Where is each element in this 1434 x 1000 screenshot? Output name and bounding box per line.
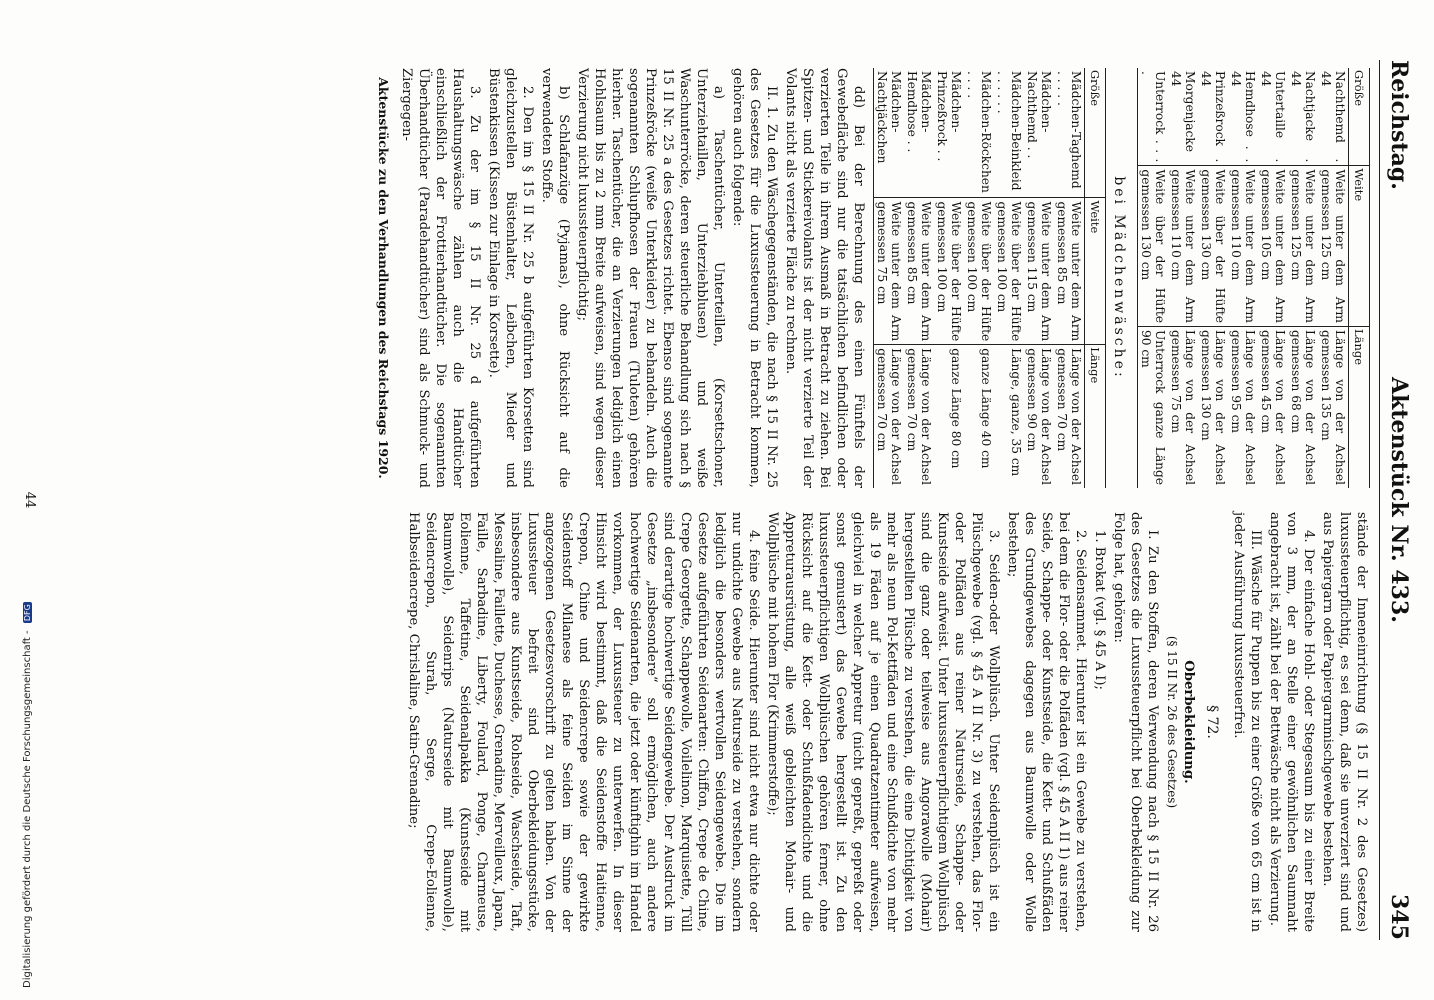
paragraph-1: 1. Brokat (vgl. § 45 A I); bbox=[1092, 530, 1107, 690]
cell-length: Länge von der Achsel gemessen 70 cm bbox=[1054, 345, 1085, 488]
cell-size: Nachtjacke . 44 bbox=[1289, 71, 1317, 163]
cell-width: Weite unter dem Arm gemessen 115 cm bbox=[1024, 198, 1054, 345]
header-page-number: 345 bbox=[1386, 894, 1412, 940]
table-row bbox=[1228, 68, 1258, 488]
cell-width: Weite unter dem Arm gemessen 125 cm bbox=[1318, 166, 1349, 327]
table-row bbox=[1288, 68, 1318, 488]
paragraph-intro: stände der Inneneinrichtung (§ 15 II Nr. 2 des Gesetzes) luxussteuerpflichtig, es sei denn, daß sie unverziert sind und aus Papiergarn oder Papiergarnmischgewebe bestehen. bbox=[1320, 512, 1369, 932]
cell-length: ganze Länge 40 cm bbox=[964, 345, 994, 488]
cell-size: Mädchen-Taghemd . . . . . bbox=[1055, 71, 1083, 189]
paragraph-iii: III. Wäsche für Puppen bis zu einer Größe von 65 cm ist in jeder Ausführung luxussteuerfrei. bbox=[1231, 512, 1263, 932]
footer-text: Digitalisierung gefördert durch die Deutsche Forschungsgemeinschaft - bbox=[22, 630, 33, 988]
table-row bbox=[1168, 68, 1198, 488]
table-row bbox=[904, 68, 934, 488]
girls-heading: bei Mädchenwäsche: bbox=[1111, 176, 1127, 380]
table-row bbox=[874, 68, 905, 488]
table-row bbox=[1024, 68, 1054, 488]
left-column bbox=[373, 68, 1370, 488]
cell-width: Weite über der Hüfte gemessen 130 cm bbox=[1198, 166, 1228, 327]
header-left: Reichstag. bbox=[1386, 60, 1412, 190]
cell-length: Unterrock ganze Länge 90 cm bbox=[1138, 326, 1169, 488]
paragraph-4: 4. Der einfache Hohl- oder Stegesaum bis zu einer Breite von 3 mm, der an Stelle einer gewöhnlichen Saumnaht angebracht ist, zählt bei der Bettwäsche nicht als Verzierung. bbox=[1267, 512, 1316, 932]
cell-size: Mädchen-Beinkleid . . . . . . bbox=[995, 71, 1023, 191]
cell-size: Mädchen-Nachtjäckchen bbox=[875, 71, 903, 164]
paragraph-2-right: 2. Seidensammet. Hierunter ist ein Gewebe zu verstehen, bei dem die Flor- oder die Polfäden (vgl. § 45 A II 1) aus reiner Seide, Schappe- oder Kunstseide, die Kett- und Schußfäden des Grundgewebes dagegen aus Baumwolle oder Wolle bestehen; bbox=[1005, 512, 1088, 932]
cell-width: Weite unter dem Arm gemessen 125 cm bbox=[1288, 166, 1318, 327]
dfg-logo: DFG bbox=[23, 604, 32, 622]
cell-width: Weite unter dem Arm gemessen 110 cm bbox=[1228, 166, 1258, 327]
cell-size: Prinzeßrock . 44 bbox=[1199, 71, 1227, 163]
cell-width: Weite unter dem Arm gemessen 75 cm bbox=[874, 198, 905, 345]
paragraph-3-right: 3. Seiden-oder Wollplüsch. Unter Seidenplüsch ist ein Plüschgewebe (vgl. § 45 A II Nr. 3) zu verstehen, das Flor- oder Polfäden aus reiner Naturseide, Schappe- oder Kunstseide aufweist. Unter luxussteuerpflichtigem Wollplüsch sind die ganz oder teilweise aus Angorawolle (Mohair) hergestellten Plüsche zu verstehen, die eine Dichtigkeit von mehr als neun Pol-Kettfäden und eine Schußdichte von mehr als 19 Fäden auf je einen Quadratzentimeter aufweisen, gleichviel in welcher Appretur (nicht gepreßt, gepreßt oder sonst gemustert) das Gewebe hergestellt ist. Zu den luxussteuerpflichtigen Wollplüschen gehören ferner, ohne Rücksicht auf die Kett- oder Schußfadendichte und die Appreturausrüstung, alle weiß gebleichten Mohair- und Wollplüsche mit hohem Flor (Krimmerstoffe); bbox=[765, 512, 1001, 932]
section-number: § 72. bbox=[1204, 705, 1220, 739]
cell-width: Weite unter dem Arm gemessen 110 cm bbox=[1168, 166, 1198, 327]
cell-length: Länge von der Achsel gemessen 135 cm bbox=[1318, 326, 1349, 488]
cell-length: Länge von der Achsel gemessen 90 cm bbox=[1024, 345, 1054, 488]
cell-width: Weite über der Hüfte gemessen 100 cm bbox=[994, 198, 1024, 345]
cell-width: Weite unter dem Arm gemessen 105 cm bbox=[1258, 166, 1288, 327]
page-number: 44 bbox=[22, 491, 37, 509]
col-header-length: Länge bbox=[1349, 326, 1370, 488]
paragraph-b: b) Schlafanzüge (Pyjamas), ohne Rücksicht auf die verwendeten Stoffe. bbox=[539, 68, 571, 488]
cell-size: Unterrock . . . . bbox=[1139, 71, 1167, 163]
table-row bbox=[1198, 68, 1228, 488]
page-header bbox=[1379, 60, 1422, 940]
cell-length: ganze Länge 80 cm bbox=[934, 345, 964, 488]
table-row bbox=[1258, 68, 1288, 488]
table-girls-laundry bbox=[873, 68, 1106, 488]
table-row bbox=[1138, 68, 1169, 488]
cell-size: Morgenjacke 44 bbox=[1169, 71, 1197, 152]
paragraph-a: a) Taschentücher, Unterteillen, (Korsettschoner, Unterziehtaillen, Unterziehblusen) und weiße Waschunterröcke, deren steuerliche Behandlung sich nach § 15 II Nr. 25 a des Gesetzes richtet. Ebenso sind sogenannte Prinzeßröcke (weiße Unterkleider) zu behandeln. Auch die sogenannten Schlupfhosen der Frauen (Tuloten) gehören hierher. Taschentücher, die an Verzierungen lediglich einen Hohlsaum bis zu 2 mm Breite aufweisen, sind wegen dieser Verzierung nicht luxussteuerpflichtig; bbox=[575, 68, 726, 488]
cell-size: Hemdhose . . 44 bbox=[1229, 71, 1257, 163]
table-women-laundry bbox=[1137, 68, 1370, 488]
cell-size: Mädchen-Röckchen . . . . bbox=[965, 71, 993, 193]
cell-length: Länge, ganze, 35 cm bbox=[994, 345, 1024, 488]
table-row bbox=[1054, 68, 1085, 488]
cell-width: Weite unter dem Arm gemessen 85 cm bbox=[1054, 198, 1085, 345]
section-heading: Oberbekleidung. bbox=[1181, 660, 1196, 784]
cell-length: Länge von der Achsel gemessen 95 cm bbox=[1228, 326, 1258, 488]
paragraph-2: 2. Den im § 15 II Nr. 25 b aufgeführten Korsetten sind gleichzustellen Büstenhalter, Leibchen, Mieder und Büstenkissen (Kissen zur Einlage in Korsette). bbox=[486, 68, 535, 488]
cell-length: Länge von der Achsel gemessen 70 cm bbox=[874, 345, 905, 488]
cell-length: Länge von der Achsel gemessen 70 cm bbox=[904, 345, 934, 488]
table-row bbox=[1318, 68, 1349, 488]
table-body bbox=[874, 68, 1085, 488]
section-subheading: (§ 15 II Nr. 26 des Gesetzes) bbox=[1165, 635, 1179, 809]
paragraph-dd: dd) Bei der Berechnung des einen Fünftels der Gewebefläche sind nur die tatsächlichen befindlichen oder verzierten Teile in ihrem Ausmaß in Betracht zu ziehen. Bei Spitzen- und Stickereivolants ist der nicht verzierte Teil der Volants nicht als verzierte Fläche zu rechnen. bbox=[783, 68, 866, 488]
col-header-size: Größe bbox=[1349, 68, 1370, 166]
table-row bbox=[994, 68, 1024, 488]
header-center: Aktenstück Nr. 433. bbox=[1386, 377, 1412, 623]
cell-width: Weite über der Hüfte gemessen 130 cm bbox=[1138, 166, 1169, 327]
paragraph-4-right: 4. feine Seide. Hierunter sind nicht etwa nur dichte oder nur undichte Gewebe aus Naturseide zu verstehen, sondern lediglich die besonders wertvollen Seidengewebe. Die im Gesetze aufgeführten Seidenarten: Chiffon, Crepe de Chine, Crepe Georgette, Schappewolle, Voilelinon, Marquisette, Tüll sind derartige hochwertige Seidengewebe. Der Ausdruck im Gesetze „insbesondere“ soll ermöglichen, auch andere hochwertige Seidenarten, die jetzt oder künftighin im Handel vorkommen, der Luxussteuer zu unterwerfen. In dieser Hinsicht wird bestimmt, daß die Seidenstoffe Haitienne, Crepon, Chine und Seidencrepe sowie der gewirkte Seidenstoff Milanese als feine Seiden im Sinne der angezogenen Gesetzesvorschrift zu gelten haben. Von der Luxussteuer befreit sind Oberbekleidungsstücke, insbesondere aus Kunstseide, Rohseide, Waschseide, Taft, Messaline, Faillette, Duchesse, Grenadine, Merveilleux, Japan, Faille, Sarbadine, Liberty, Foulard, Ponge, Charmeuse, Eolienne, Taffetine, Seidenalpakka (Kunstseide mit Baumwolle), Seidenrips (Naturseide mit Baumwolle), Seidencrepon, Surah, Serge, Crepe-Eolienne, Halbseidencrepe, Chrislaline, Satin-Grenadine; bbox=[406, 512, 761, 932]
cell-size: Nachthemd . 44 bbox=[1319, 71, 1347, 163]
cell-size: Untertaille . 44 bbox=[1259, 71, 1287, 163]
cell-length: Länge von der Achsel gemessen 68 cm bbox=[1288, 326, 1318, 488]
col-header-width: Weite bbox=[1349, 166, 1370, 327]
table-header-row bbox=[1349, 68, 1370, 488]
table-row bbox=[934, 68, 964, 488]
col-header-length: Länge bbox=[1085, 345, 1106, 488]
cell-width: Weite unter dem Arm gemessen 85 cm bbox=[904, 198, 934, 345]
col-header-size: Größe bbox=[1085, 68, 1106, 198]
right-column bbox=[403, 512, 1370, 932]
cell-width: Weite über der Hüfte gemessen 100 cm bbox=[934, 198, 964, 345]
cell-length: Länge von der Achsel gemessen 45 cm bbox=[1258, 326, 1288, 488]
digitization-footer bbox=[0, 12, 40, 988]
cell-size: Mädchen-Hemdhose . . bbox=[905, 71, 933, 153]
cell-size: Mädchen-Prinzeßrock . . bbox=[935, 71, 963, 162]
signature-line: Aktenstücke zu den Verhandlungen des Reichstags 1920. bbox=[376, 77, 391, 479]
paragraph-i: I. Zu den Stoffen, deren Verwendung nach § 15 II Nr. 26 des Gesetzes die Luxussteuerpflicht bei Oberbekleidung zur Folge hat, gehören: bbox=[1111, 512, 1160, 932]
paragraph-ii-1: II. 1. Zu den Wäschegegenständen, die nach § 15 II Nr. 25 des Gesetzes für die Luxussteuerung in Betracht kommen, gehören auch folgende: bbox=[730, 68, 779, 488]
cell-length: Länge von der Achsel gemessen 130 cm bbox=[1198, 326, 1228, 488]
cell-size: Mädchen-Nachthemd . . bbox=[1025, 71, 1053, 159]
table-row bbox=[964, 68, 994, 488]
table-body bbox=[1138, 68, 1349, 488]
cell-length: Länge von der Achsel gemessen 75 cm bbox=[1168, 326, 1198, 488]
table-header-row bbox=[1085, 68, 1106, 488]
col-header-width: Weite bbox=[1085, 198, 1106, 345]
paragraph-3: 3. Zu der im § 15 II Nr. 25 d aufgeführten Haushaltungswäsche zählen auch die Handtücher einschließlich der Frottierhandtücher. Die sogenannten Überhandtücher (Paradehandtücher) sind als Schmuck- und Ziergegen- bbox=[399, 68, 482, 488]
cell-width: Weite über der Hüfte gemessen 100 cm bbox=[964, 198, 994, 345]
